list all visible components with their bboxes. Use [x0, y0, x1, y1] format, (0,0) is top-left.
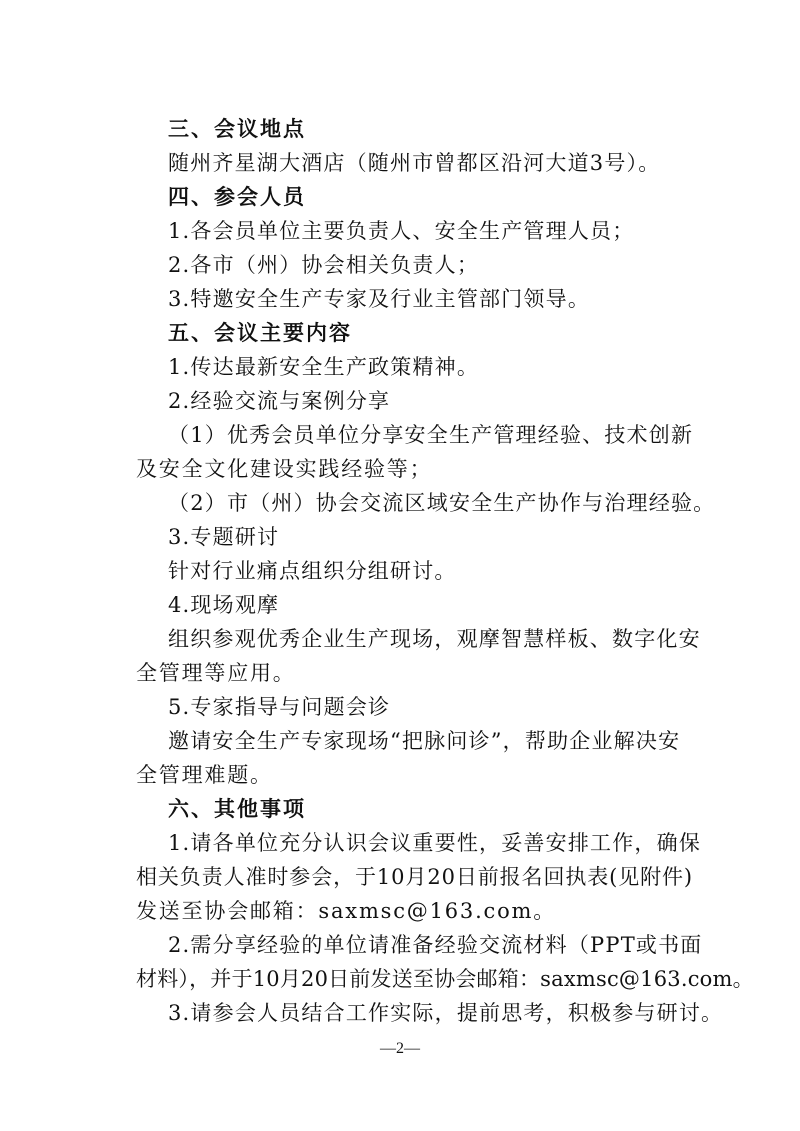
content-item-description: 针对行业痛点组织分组研讨。 [168, 559, 457, 583]
content-item: 3.专题研讨 [168, 525, 280, 549]
other-item-continued: 材料），并于10月20日前发送至协会邮箱：saxmsc@163.com。 [136, 967, 754, 991]
section-heading-other: 六、其他事项 [168, 797, 306, 821]
section-heading-attendees: 四、参会人员 [168, 185, 306, 209]
content-item: 2.经验交流与案例分享 [168, 389, 391, 413]
venue-text: 随州齐星湖大酒店（随州市曾都区沿河大道3号）。 [168, 151, 661, 175]
other-item: 1.请各单位充分认识会议重要性，妥善安排工作，确保 [168, 831, 702, 855]
content-item: 4.现场观摩 [168, 593, 280, 617]
content-subitem: （1）优秀会员单位分享安全生产管理经验、技术创新 [168, 423, 694, 447]
other-item: 3.请参会人员结合工作实际，提前思考，积极参与研讨。 [168, 1001, 724, 1025]
content-item: 1.传达最新安全生产政策精神。 [168, 355, 480, 379]
other-item-continued: 发送至协会邮箱：saxmsc@163.com。 [136, 899, 557, 923]
content-subitem-continued: 及安全文化建设实践经验等； [136, 457, 433, 481]
section-heading-content: 五、会议主要内容 [168, 321, 352, 345]
content-item-description: 组织参观优秀企业生产现场，观摩智慧样板、数字化安 [168, 627, 701, 651]
content-item-description-continued: 全管理等应用。 [136, 661, 296, 685]
page-number: —2— [380, 1040, 420, 1057]
other-item-continued: 相关负责人准时参会，于10月20日前报名回执表(见附件) [136, 865, 694, 889]
content-item: 5.专家指导与问题会诊 [168, 695, 391, 719]
other-item: 2.需分享经验的单位请准备经验交流材料（PPT或书面 [168, 933, 703, 957]
content-item-description-continued: 全管理难题。 [136, 763, 273, 787]
attendee-item: 2.各市（州）协会相关负责人； [168, 253, 480, 277]
attendee-item: 3.特邀安全生产专家及行业主管部门领导。 [168, 287, 591, 311]
content-subitem: （2）市（州）协会交流区域安全生产协作与治理经验。 [168, 491, 716, 515]
attendee-item: 1.各会员单位主要负责人、安全生产管理人员； [168, 219, 635, 243]
content-item-description: 邀请安全生产专家现场“把脉问诊”，帮助企业解决安 [168, 729, 681, 753]
section-heading-venue: 三、会议地点 [168, 117, 306, 141]
